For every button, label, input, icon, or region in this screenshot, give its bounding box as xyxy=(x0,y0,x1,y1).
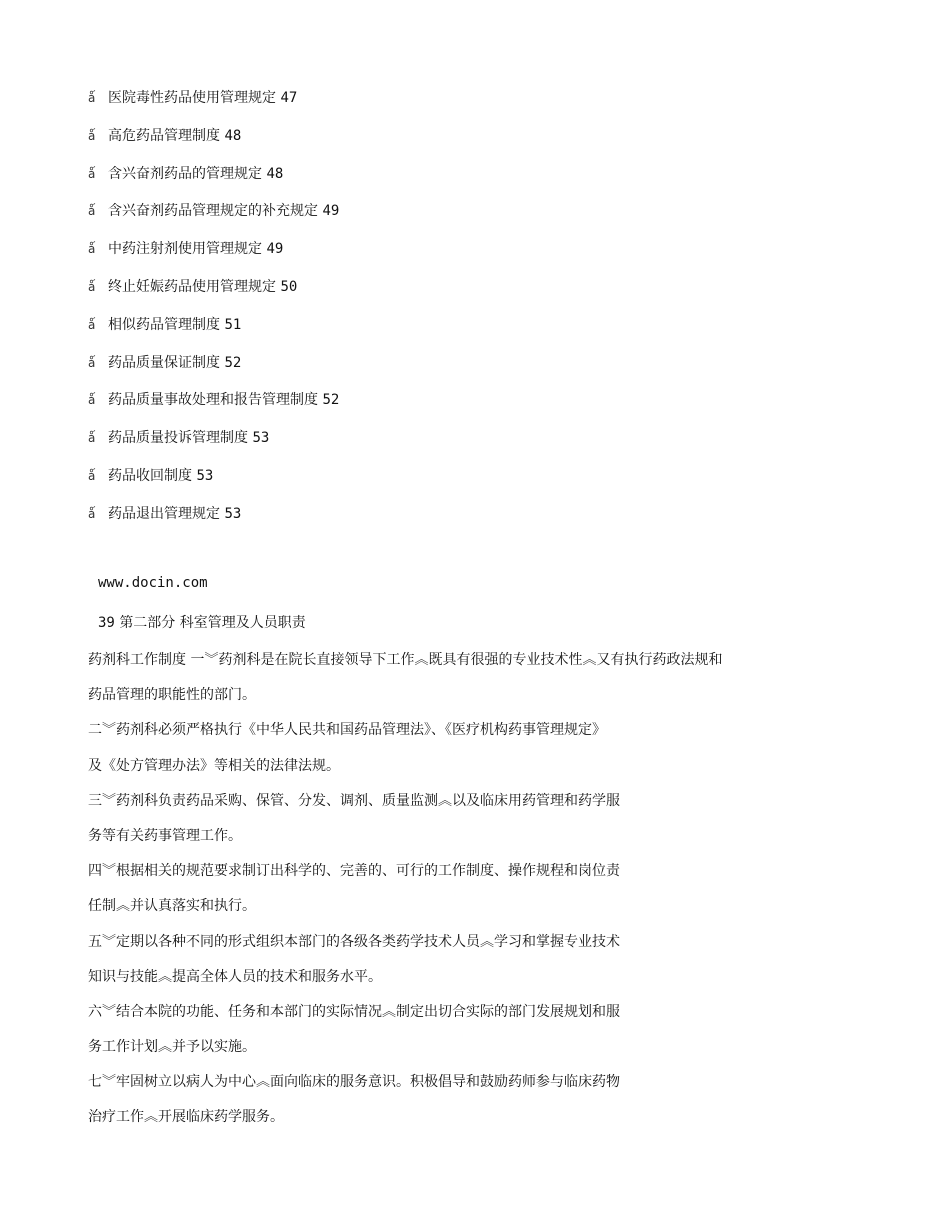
bullet-icon: ǻ xyxy=(88,506,96,521)
paragraph-line: 六︾结合本院的功能、任务和本部门的实际情况︽制定出切合实际的部门发展规划和服 xyxy=(88,1003,620,1020)
toc-entry xyxy=(88,201,908,239)
toc-entry xyxy=(88,126,908,164)
toc-page-number: 53 xyxy=(252,430,270,447)
toc-title: 终止妊娠药品使用管理规定 xyxy=(108,278,276,295)
toc-page-number: 49 xyxy=(322,203,340,220)
toc-title: 含兴奋剂药品的管理规定 xyxy=(108,165,262,182)
toc-page-number: 47 xyxy=(280,90,298,106)
toc-title: 中药注射剂使用管理规定 xyxy=(108,241,262,258)
toc-entry xyxy=(88,315,908,353)
bullet-icon: ǻ xyxy=(88,128,96,143)
paragraph-line: 二︾药剂科必须严格执行《中华人民共和国药品管理法》、《医疗机构药事管理规定》 xyxy=(88,722,606,739)
toc-page-number: 52 xyxy=(322,392,340,409)
toc-entry xyxy=(88,164,908,202)
toc-page-number: 48 xyxy=(224,127,242,144)
toc-page-number: 53 xyxy=(196,467,214,484)
toc-entry xyxy=(88,353,908,391)
section-page-number: 39 xyxy=(98,615,115,631)
watermark-url: www.docin.com xyxy=(98,575,208,591)
bullet-icon: ǻ xyxy=(88,279,96,294)
paragraph-line: 及《处方管理办法》等相关的法律法规。 xyxy=(88,757,340,774)
toc-page-number: 49 xyxy=(266,241,284,258)
toc-title: 药品质量事故处理和报告管理制度 xyxy=(108,392,318,409)
toc-entry xyxy=(88,504,908,542)
bullet-icon: ǻ xyxy=(88,393,96,408)
section-header xyxy=(98,612,306,632)
bullet-icon: ǻ xyxy=(88,91,96,105)
toc-entry xyxy=(88,239,908,277)
toc-page-number: 48 xyxy=(266,165,284,182)
toc-page-number: 53 xyxy=(224,505,242,522)
paragraph-line: 务工作计划︽并予以实施。 xyxy=(88,1039,256,1056)
toc-page-number: 51 xyxy=(224,316,242,333)
paragraph-line: 五︾定期以各种不同的形式组织本部门的各级各类药学技术人员︽学习和掌握专业技术 xyxy=(88,933,620,950)
bullet-icon: ǻ xyxy=(88,355,96,370)
paragraph-line: 三︾药剂科负责药品采购、保管、分发、调剂、质量监测︽以及临床用药管理和药学服 xyxy=(88,792,620,809)
bullet-icon: ǻ xyxy=(88,166,96,181)
toc-title: 药品质量保证制度 xyxy=(108,354,220,371)
toc-title: 药品收回制度 xyxy=(108,467,192,484)
toc-page-number: 50 xyxy=(280,278,298,295)
toc-title: 药品质量投诉管理制度 xyxy=(108,430,248,447)
bullet-icon: ǻ xyxy=(88,317,96,332)
bullet-icon: ǻ xyxy=(88,242,96,257)
paragraph-line: 药品管理的职能性的部门。 xyxy=(88,687,256,704)
section-title: 第二部分 科室管理及人员职责 xyxy=(119,615,306,631)
bullet-icon: ǻ xyxy=(88,204,96,219)
toc-title: 含兴奋剂药品管理规定的补充规定 xyxy=(108,203,318,220)
toc-entry xyxy=(88,277,908,315)
toc-page-number: 52 xyxy=(224,354,242,371)
paragraph-line: 务等有关药事管理工作。 xyxy=(88,827,242,844)
body-text xyxy=(88,650,918,1143)
paragraph-line: 任制︽并认真落实和执行。 xyxy=(88,898,256,915)
paragraph-line: 知识与技能︽提高全体人员的技术和服务水平。 xyxy=(88,968,382,985)
paragraph-line: 四︾根据相关的规范要求制订出科学的、完善的、可行的工作制度、操作规程和岗位责 xyxy=(88,863,620,880)
toc-title: 高危药品管理制度 xyxy=(108,127,220,144)
toc-title: 药品退出管理规定 xyxy=(108,505,220,522)
toc-entry xyxy=(88,390,908,428)
bullet-icon: ǻ xyxy=(88,468,96,483)
toc-entry xyxy=(88,428,908,466)
toc-entry xyxy=(88,88,908,126)
toc-title: 医院毒性药品使用管理规定 xyxy=(108,90,276,106)
paragraph-line: 药剂科工作制度 一︾药剂科是在院长直接领导下工作︽既具有很强的专业技术性︽又有执行药政法规和 xyxy=(88,652,723,668)
table-of-contents xyxy=(88,88,908,542)
paragraph-line: 七︾牢固树立以病人为中心︽面向临床的服务意识。积极倡导和鼓励药师参与临床药物 xyxy=(88,1074,620,1091)
bullet-icon: ǻ xyxy=(88,431,96,446)
toc-title: 相似药品管理制度 xyxy=(108,316,220,333)
paragraph-line: 治疗工作︽开展临床药学服务。 xyxy=(88,1109,284,1126)
toc-entry xyxy=(88,466,908,504)
